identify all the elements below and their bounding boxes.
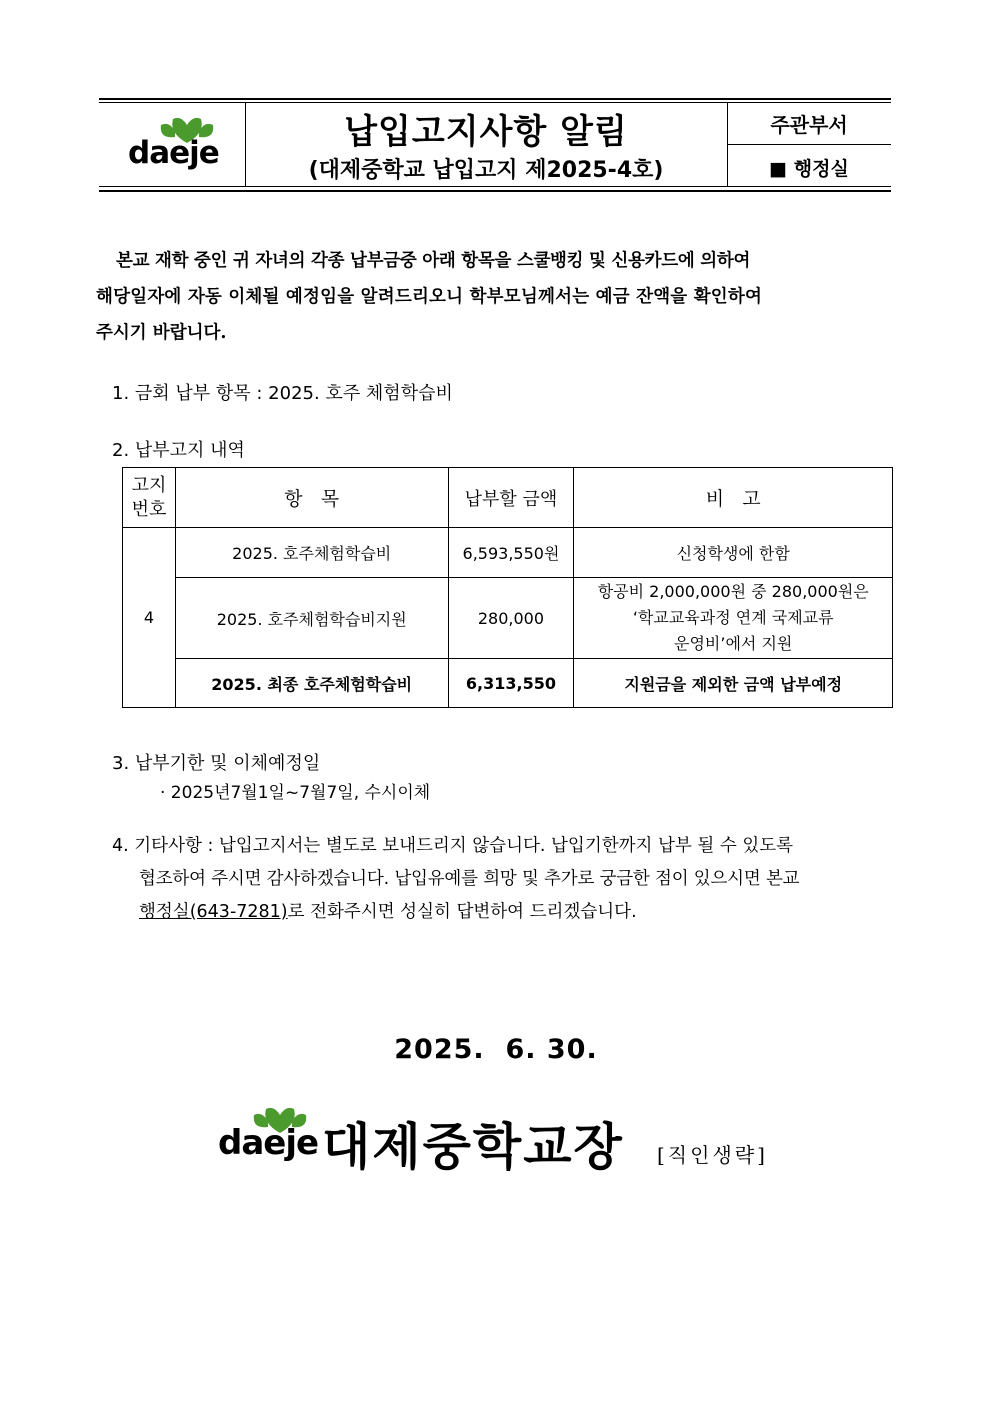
school-logo [125, 113, 225, 173]
header-top-rule [99, 98, 891, 100]
amount-cell: 6,313,550 [448, 659, 574, 708]
header-amount: 납부할 금액 [448, 468, 574, 528]
section-3-detail: · 2025년7월1일~7월7일, 수시이체 [160, 783, 431, 803]
header-bottom-rule [99, 190, 891, 192]
item-cell: 2025. 호주체험학습비지원 [175, 578, 448, 659]
department-value: ■ 행정실 [769, 158, 849, 180]
item-cell: 2025. 최종 호주체험학습비 [175, 659, 448, 708]
footer-logo [218, 1103, 318, 1163]
intro-line-2: 해당일자에 자동 이체될 예정임을 알려드리오니 학부모님께서는 예금 잔액을 확인하여 [96, 287, 763, 307]
amount-cell: 6,593,550원 [448, 528, 574, 578]
header-notice-no: 고지 번호 [123, 468, 176, 528]
header-top-rule-thin [99, 102, 891, 103]
table-header-row [123, 468, 893, 528]
notice-no-cell: 4 [123, 528, 176, 708]
notice-number: (대제중학교 납입고지 제2025-4호) [308, 158, 664, 183]
header-item: 항 목 [175, 468, 448, 528]
section-2-heading: 2. 납부고지 내역 [112, 440, 245, 461]
section-4-line-1: 4. 기타사항 : 납입고지서는 별도로 보내드리지 않습니다. 납입기한까지 납부 될 수 있도록 [112, 836, 794, 856]
header-bottom-rule-thin [99, 186, 891, 187]
table-row [123, 578, 893, 659]
note-cell: 신청학생에 한함 [574, 528, 893, 578]
principal-signature: 대제중학교장 [322, 1118, 624, 1176]
issue-date: 2025. 6. 30. [394, 1034, 598, 1065]
note-cell: 지원금을 제외한 금액 납부예정 [574, 659, 893, 708]
header-divider-dept [727, 144, 891, 145]
table-row-total [123, 659, 893, 708]
department-label: 주관부서 [770, 113, 848, 137]
note-cell: 항공비 2,000,000원 중 280,000원은 ‘학교교육과정 연계 국제교류 운영비’에서 지원 [574, 578, 893, 659]
section-4-label: 4. 기타사항 [112, 836, 202, 856]
office-phone: 행정실(643-7281) [139, 902, 288, 922]
page-title: 납입고지사항 알림 [344, 112, 628, 152]
section-3-heading: 3. 납부기한 및 이체예정일 [112, 753, 321, 774]
payment-table [122, 467, 893, 708]
footer-logo-wordmark: daeje [218, 1123, 319, 1163]
table-row [123, 528, 893, 578]
amount-cell: 280,000 [448, 578, 574, 659]
section-4-line-2: 협조하여 주시면 감사하겠습니다. 납입유예를 희망 및 추가로 궁금한 점이 있으시면 본교 [139, 869, 800, 889]
intro-line-1: 본교 재학 중인 귀 자녀의 각종 납부금중 아래 항목을 스쿨뱅킹 및 신용카드에 의하여 [116, 251, 751, 271]
item-cell: 2025. 호주체험학습비 [175, 528, 448, 578]
header-note: 비 고 [574, 468, 893, 528]
section-4-other [112, 830, 912, 929]
section-4-line-3: 행정실(643-7281)로 전화주시면 성실히 답변하여 드리겠습니다. [139, 902, 637, 922]
section-1-payment-item: 1. 금회 납부 항목 : 2025. 호주 체험학습비 [112, 383, 453, 404]
school-logo-wordmark: daeje [128, 135, 219, 171]
seal-omitted-note: [직인생략] [657, 1143, 768, 1167]
intro-line-3: 주시기 바랍니다. [96, 323, 227, 343]
